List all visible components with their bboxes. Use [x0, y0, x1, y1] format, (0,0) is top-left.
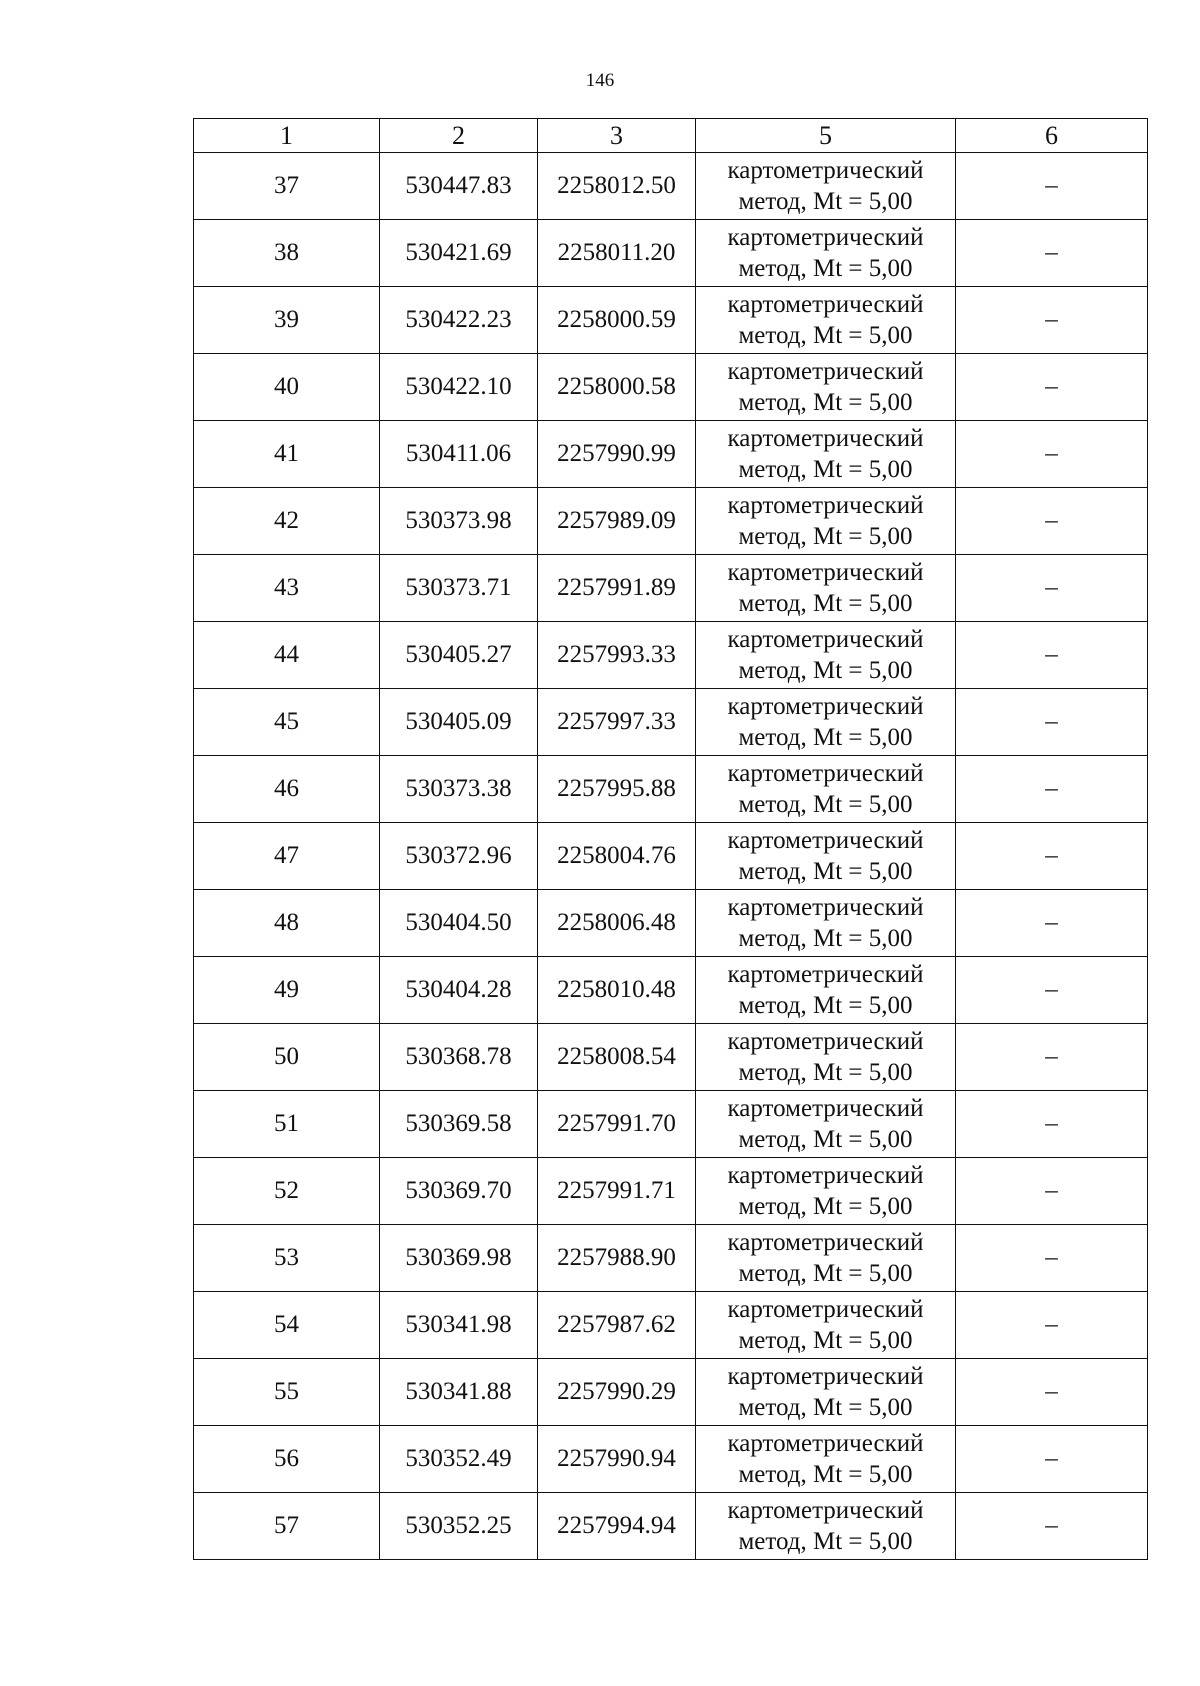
point-number-cell: 40	[194, 354, 380, 421]
method-accuracy: метод, Mt = 5,00	[738, 858, 913, 885]
col6-cell: –	[956, 287, 1148, 354]
method-cell	[696, 823, 956, 890]
method-name: картометрический	[727, 1028, 924, 1055]
x-coordinate-cell: 530369.58	[380, 1091, 538, 1158]
col6-cell: –	[956, 153, 1148, 220]
point-number-cell: 44	[194, 622, 380, 689]
y-coordinate-cell: 2257990.99	[538, 421, 696, 488]
y-coordinate-cell: 2257993.33	[538, 622, 696, 689]
y-coordinate-cell: 2258012.50	[538, 153, 696, 220]
col6-cell: –	[956, 622, 1148, 689]
col6-cell: –	[956, 421, 1148, 488]
method-accuracy: метод, Mt = 5,00	[738, 322, 913, 349]
point-number-cell: 38	[194, 220, 380, 287]
method-cell	[696, 555, 956, 622]
point-number-cell: 51	[194, 1091, 380, 1158]
y-coordinate-cell: 2257994.94	[538, 1493, 696, 1560]
y-coordinate-cell: 2258011.20	[538, 220, 696, 287]
col6-cell: –	[956, 890, 1148, 957]
point-number-cell: 54	[194, 1292, 380, 1359]
x-coordinate-cell: 530404.28	[380, 957, 538, 1024]
method-accuracy: метод, Mt = 5,00	[738, 724, 913, 751]
table-header	[194, 119, 1148, 153]
method-cell	[696, 220, 956, 287]
method-cell	[696, 287, 956, 354]
method-name: картометрический	[727, 760, 924, 787]
method-cell	[696, 1158, 956, 1225]
x-coordinate-cell: 530369.70	[380, 1158, 538, 1225]
method-accuracy: метод, Mt = 5,00	[738, 992, 913, 1019]
method-accuracy: метод, Mt = 5,00	[738, 1193, 913, 1220]
x-coordinate-cell: 530368.78	[380, 1024, 538, 1091]
method-cell	[696, 1359, 956, 1426]
method-name: картометрический	[727, 827, 924, 854]
method-accuracy: метод, Mt = 5,00	[738, 1059, 913, 1086]
method-cell	[696, 1225, 956, 1292]
x-coordinate-cell: 530404.50	[380, 890, 538, 957]
table-row	[194, 287, 1148, 354]
table-row	[194, 756, 1148, 823]
point-number-cell: 52	[194, 1158, 380, 1225]
method-accuracy: метод, Mt = 5,00	[738, 1461, 913, 1488]
table-row	[194, 1225, 1148, 1292]
header-col-2: 2	[380, 119, 538, 153]
method-cell	[696, 622, 956, 689]
table-row	[194, 1493, 1148, 1560]
point-number-cell: 45	[194, 689, 380, 756]
header-col-3: 3	[538, 119, 696, 153]
method-name: картометрический	[727, 1229, 924, 1256]
method-accuracy: метод, Mt = 5,00	[738, 1327, 913, 1354]
table-body	[194, 153, 1148, 1560]
method-cell	[696, 1426, 956, 1493]
col6-cell: –	[956, 756, 1148, 823]
x-coordinate-cell: 530422.23	[380, 287, 538, 354]
method-name: картометрический	[727, 224, 924, 251]
col6-cell: –	[956, 1292, 1148, 1359]
method-accuracy: метод, Mt = 5,00	[738, 456, 913, 483]
method-cell	[696, 488, 956, 555]
method-name: картометрический	[727, 894, 924, 921]
method-name: картометрический	[727, 961, 924, 988]
col6-cell: –	[956, 555, 1148, 622]
y-coordinate-cell: 2257987.62	[538, 1292, 696, 1359]
col6-cell: –	[956, 1426, 1148, 1493]
point-number-cell: 37	[194, 153, 380, 220]
point-number-cell: 39	[194, 287, 380, 354]
method-accuracy: метод, Mt = 5,00	[738, 590, 913, 617]
col6-cell: –	[956, 1091, 1148, 1158]
point-number-cell: 53	[194, 1225, 380, 1292]
x-coordinate-cell: 530405.09	[380, 689, 538, 756]
x-coordinate-cell: 530447.83	[380, 153, 538, 220]
point-number-cell: 47	[194, 823, 380, 890]
method-name: картометрический	[727, 1497, 924, 1524]
y-coordinate-cell: 2257990.94	[538, 1426, 696, 1493]
table-row	[194, 1292, 1148, 1359]
method-accuracy: метод, Mt = 5,00	[738, 657, 913, 684]
point-number-cell: 56	[194, 1426, 380, 1493]
x-coordinate-cell: 530405.27	[380, 622, 538, 689]
header-col-6: 6	[956, 119, 1148, 153]
point-number-cell: 43	[194, 555, 380, 622]
y-coordinate-cell: 2257988.90	[538, 1225, 696, 1292]
method-accuracy: метод, Mt = 5,00	[738, 523, 913, 550]
y-coordinate-cell: 2258000.58	[538, 354, 696, 421]
table-row	[194, 220, 1148, 287]
table-row	[194, 823, 1148, 890]
point-number-cell: 57	[194, 1493, 380, 1560]
y-coordinate-cell: 2257997.33	[538, 689, 696, 756]
method-cell	[696, 421, 956, 488]
y-coordinate-cell: 2257990.29	[538, 1359, 696, 1426]
method-name: картометрический	[727, 1296, 924, 1323]
col6-cell: –	[956, 823, 1148, 890]
page-number: 146	[585, 70, 615, 91]
method-name: картометрический	[727, 358, 924, 385]
method-name: картометрический	[727, 492, 924, 519]
col6-cell: –	[956, 1225, 1148, 1292]
method-name: картометрический	[727, 291, 924, 318]
table-row	[194, 1024, 1148, 1091]
method-name: картометрический	[727, 1430, 924, 1457]
point-number-cell: 46	[194, 756, 380, 823]
method-accuracy: метод, Mt = 5,00	[738, 1126, 913, 1153]
col6-cell: –	[956, 354, 1148, 421]
y-coordinate-cell: 2258000.59	[538, 287, 696, 354]
x-coordinate-cell: 530352.25	[380, 1493, 538, 1560]
method-cell	[696, 756, 956, 823]
method-cell	[696, 1024, 956, 1091]
col6-cell: –	[956, 1359, 1148, 1426]
header-row	[194, 119, 1148, 153]
method-name: картометрический	[727, 157, 924, 184]
method-cell	[696, 689, 956, 756]
y-coordinate-cell: 2258006.48	[538, 890, 696, 957]
method-accuracy: метод, Mt = 5,00	[738, 1260, 913, 1287]
method-cell	[696, 957, 956, 1024]
table-row	[194, 354, 1148, 421]
x-coordinate-cell: 530422.10	[380, 354, 538, 421]
x-coordinate-cell: 530341.88	[380, 1359, 538, 1426]
table-row	[194, 1158, 1148, 1225]
x-coordinate-cell: 530341.98	[380, 1292, 538, 1359]
coordinates-table	[193, 118, 1148, 1560]
point-number-cell: 55	[194, 1359, 380, 1426]
table-row	[194, 1426, 1148, 1493]
point-number-cell: 41	[194, 421, 380, 488]
y-coordinate-cell: 2257991.70	[538, 1091, 696, 1158]
x-coordinate-cell: 530352.49	[380, 1426, 538, 1493]
method-accuracy: метод, Mt = 5,00	[738, 389, 913, 416]
method-cell	[696, 153, 956, 220]
table-row	[194, 1091, 1148, 1158]
x-coordinate-cell: 530369.98	[380, 1225, 538, 1292]
method-name: картометрический	[727, 425, 924, 452]
col6-cell: –	[956, 220, 1148, 287]
table-row	[194, 421, 1148, 488]
y-coordinate-cell: 2258008.54	[538, 1024, 696, 1091]
col6-cell: –	[956, 957, 1148, 1024]
method-name: картометрический	[727, 559, 924, 586]
point-number-cell: 42	[194, 488, 380, 555]
header-col-1: 1	[194, 119, 380, 153]
col6-cell: –	[956, 689, 1148, 756]
point-number-cell: 48	[194, 890, 380, 957]
table-row	[194, 153, 1148, 220]
y-coordinate-cell: 2257995.88	[538, 756, 696, 823]
method-accuracy: метод, Mt = 5,00	[738, 1528, 913, 1555]
y-coordinate-cell: 2258004.76	[538, 823, 696, 890]
point-number-cell: 50	[194, 1024, 380, 1091]
x-coordinate-cell: 530411.06	[380, 421, 538, 488]
x-coordinate-cell: 530373.71	[380, 555, 538, 622]
table-row	[194, 1359, 1148, 1426]
method-cell	[696, 1493, 956, 1560]
col6-cell: –	[956, 1158, 1148, 1225]
y-coordinate-cell: 2257991.71	[538, 1158, 696, 1225]
method-name: картометрический	[727, 626, 924, 653]
table-row	[194, 622, 1148, 689]
method-accuracy: метод, Mt = 5,00	[738, 188, 913, 215]
col6-cell: –	[956, 1493, 1148, 1560]
method-name: картометрический	[727, 1095, 924, 1122]
x-coordinate-cell: 530373.98	[380, 488, 538, 555]
x-coordinate-cell: 530421.69	[380, 220, 538, 287]
point-number-cell: 49	[194, 957, 380, 1024]
method-accuracy: метод, Mt = 5,00	[738, 1394, 913, 1421]
y-coordinate-cell: 2257991.89	[538, 555, 696, 622]
col6-cell: –	[956, 488, 1148, 555]
method-cell	[696, 890, 956, 957]
y-coordinate-cell: 2258010.48	[538, 957, 696, 1024]
method-accuracy: метод, Mt = 5,00	[738, 255, 913, 282]
method-cell	[696, 1091, 956, 1158]
col6-cell: –	[956, 1024, 1148, 1091]
table-row	[194, 957, 1148, 1024]
table-row	[194, 488, 1148, 555]
method-name: картометрический	[727, 693, 924, 720]
method-accuracy: метод, Mt = 5,00	[738, 791, 913, 818]
method-name: картометрический	[727, 1162, 924, 1189]
table-row	[194, 689, 1148, 756]
x-coordinate-cell: 530372.96	[380, 823, 538, 890]
header-col-5: 5	[696, 119, 956, 153]
table-row	[194, 890, 1148, 957]
x-coordinate-cell: 530373.38	[380, 756, 538, 823]
method-accuracy: метод, Mt = 5,00	[738, 925, 913, 952]
method-cell	[696, 1292, 956, 1359]
y-coordinate-cell: 2257989.09	[538, 488, 696, 555]
method-name: картометрический	[727, 1363, 924, 1390]
table-row	[194, 555, 1148, 622]
method-cell	[696, 354, 956, 421]
